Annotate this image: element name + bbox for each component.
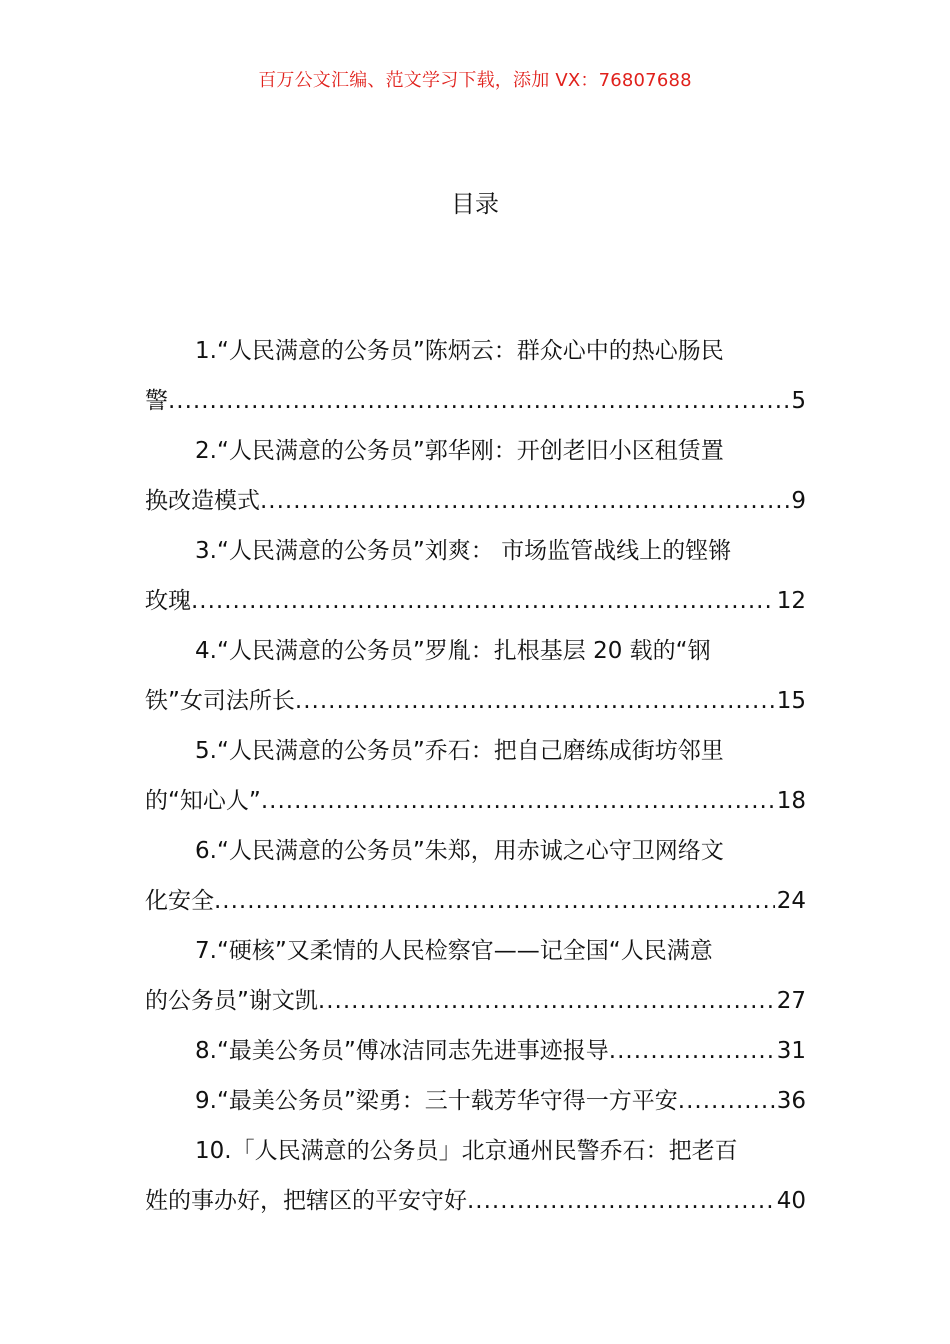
header-note: 百万公文汇编、范文学习下载，添加 VX：76807688 [258, 70, 692, 91]
toc-page-number: 31 [776, 1038, 806, 1064]
toc-entry-continuation [145, 776, 806, 826]
toc-entry-title: 7.“硬核”又柔情的人民检察官——记全国“人民满意 [195, 938, 713, 964]
toc-entry-tail: 化安全 [145, 888, 214, 914]
toc-entry-9[interactable] [145, 1076, 806, 1126]
toc-entry-tail: 的公务员”谢文凯 [145, 988, 318, 1014]
dot-leader [678, 1076, 775, 1126]
dot-leader [295, 676, 775, 726]
toc-entry-single-line [145, 1076, 806, 1126]
toc-entry-title: 1.“人民满意的公务员”陈炳云：群众心中的热心肠民 [195, 338, 724, 364]
dot-leader [214, 876, 775, 926]
toc-entry-8[interactable] [145, 1026, 806, 1076]
toc-entry-title: 3.“人民满意的公务员”刘爽： 市场监管战线上的铿锵 [195, 538, 732, 564]
toc-page-number: 5 [791, 388, 806, 414]
toc-entry-tail: 的“知心人” [145, 788, 261, 814]
toc-entry-title: 5.“人民满意的公务员”乔石：把自己磨练成街坊邻里 [195, 738, 724, 764]
toc-page-number: 27 [776, 988, 806, 1014]
dot-leader [609, 1026, 775, 1076]
dot-leader [467, 1176, 775, 1226]
toc-entry-continuation [145, 376, 806, 426]
toc-entry-title: 2.“人民满意的公务员”郭华刚：开创老旧小区租赁置 [195, 438, 724, 464]
toc-entry-title: 4.“人民满意的公务员”罗胤：扎根基层 20 载的“钢 [195, 638, 711, 664]
dot-leader [261, 776, 775, 826]
dot-leader [168, 376, 789, 426]
toc-entry-title: 6.“人民满意的公务员”朱郑，用赤诚之心守卫网络文 [195, 838, 724, 864]
dot-leader [191, 576, 775, 626]
toc-entry-tail: 铁”女司法所长 [145, 688, 295, 714]
toc-entry-title: 9.“最美公务员”梁勇：三十载芳华守得一方平安 [195, 1088, 678, 1114]
toc-page-number: 9 [791, 488, 806, 514]
toc-entry-continuation [145, 476, 806, 526]
toc-page-number: 36 [776, 1088, 806, 1114]
toc-entry-tail: 警 [145, 388, 168, 414]
toc-page-number: 18 [776, 788, 806, 814]
toc-entry-2[interactable] [145, 426, 806, 526]
toc-entry-3[interactable] [145, 526, 806, 626]
toc-entry-continuation [145, 576, 806, 626]
toc-page-number: 24 [776, 888, 806, 914]
toc-entry-continuation [145, 676, 806, 726]
toc-entry-tail: 姓的事办好，把辖区的平安守好 [145, 1188, 467, 1214]
page-title: 目录 [451, 190, 499, 218]
dot-leader [318, 976, 775, 1026]
toc-page-number: 15 [776, 688, 806, 714]
toc-entry-continuation [145, 876, 806, 926]
toc-entry-title: 10.「人民满意的公务员」北京通州民警乔石：把老百 [195, 1138, 738, 1164]
toc-page-number: 40 [776, 1188, 806, 1214]
toc-entry-continuation [145, 1176, 806, 1226]
toc-entry-1[interactable] [145, 326, 806, 426]
toc-page-number: 12 [776, 588, 806, 614]
toc-entry-6[interactable] [145, 826, 806, 926]
toc-entry-single-line [145, 1026, 806, 1076]
toc-entry-tail: 换改造模式 [145, 488, 260, 514]
table-of-contents [145, 326, 806, 1226]
toc-entry-title: 8.“最美公务员”傅冰洁同志先进事迹报导 [195, 1038, 609, 1064]
toc-entry-5[interactable] [145, 726, 806, 826]
toc-entry-tail: 玫瑰 [145, 588, 191, 614]
dot-leader [260, 476, 789, 526]
toc-entry-4[interactable] [145, 626, 806, 726]
toc-entry-7[interactable] [145, 926, 806, 1026]
toc-entry-continuation [145, 976, 806, 1026]
toc-entry-10[interactable] [145, 1126, 806, 1226]
